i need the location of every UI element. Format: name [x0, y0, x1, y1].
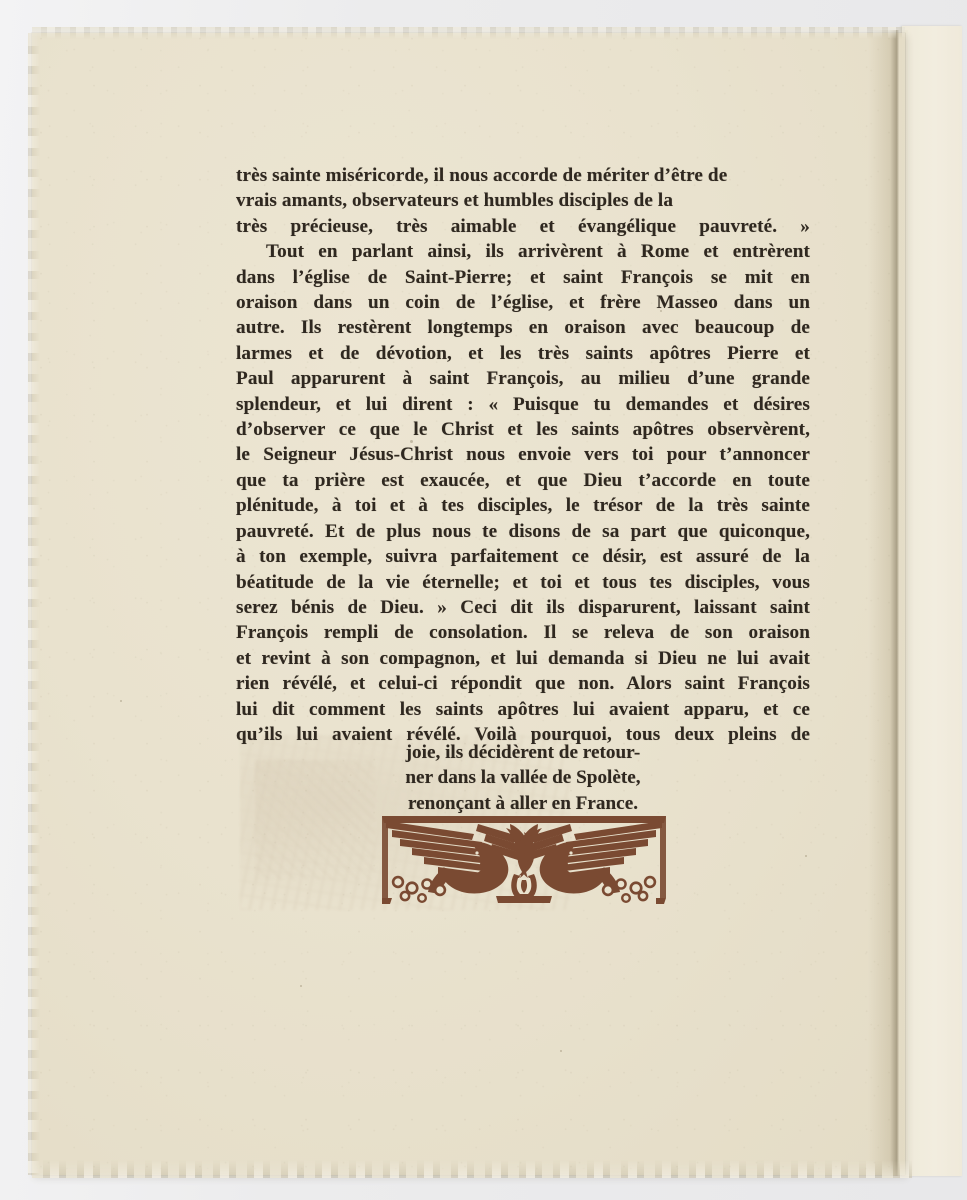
- text-line-content: renonçant à aller en France.: [407, 792, 639, 814]
- text-line-content: d’observer ce que le Christ et les saints apôtres observèrent,: [236, 419, 810, 441]
- text-line-content: François rempli de consolation. Il se releva de son oraison: [236, 622, 810, 644]
- woodcut-tailpiece-ornament: [378, 812, 670, 906]
- text-line-content: qu’ils lui avaient révélé. Voilà pourquoi, tous deux pleins de: [236, 723, 810, 745]
- text-line-content: vrais amants, observateurs et humbles disciples de la: [236, 190, 674, 212]
- text-line-content: ner dans la vallée de Spolète,: [405, 767, 641, 789]
- text-line-content: rien révélé, et celui-ci répondit que non. Alors saint François: [236, 673, 810, 695]
- page-gutter-fold: [868, 30, 908, 1176]
- text-line-content: lui dit comment les saints apôtres lui avaient apparu, et ce: [236, 698, 810, 720]
- text-line: [236, 265, 810, 290]
- text-line: [236, 188, 810, 213]
- text-line: [236, 315, 810, 340]
- text-line: [236, 697, 810, 722]
- text-line-content: le Seigneur Jésus-Christ nous envoie vers toi pour t’annoncer: [236, 444, 810, 466]
- text-line: [236, 570, 810, 595]
- text-line-content: autre. Ils restèrent longtemps en oraison avec beaucoup de: [236, 317, 810, 339]
- text-line: [236, 620, 810, 645]
- text-line-content: à ton exemple, suivra parfaitement ce désir, est assuré de la: [236, 546, 810, 568]
- text-line: [236, 595, 810, 620]
- text-line-content: splendeur, et lui dirent : « Puisque tu demandes et désires: [236, 393, 810, 415]
- text-line: [236, 341, 810, 366]
- text-line-content: Paul apparurent à saint François, au milieu d’une grande: [236, 368, 810, 390]
- closing-centered-block: [236, 740, 810, 816]
- text-line-content: serez bénis de Dieu. » Ceci dit ils disparurent, laissant saint: [236, 596, 810, 618]
- text-line: [236, 163, 810, 188]
- text-line: [236, 519, 810, 544]
- text-line-content: larmes et de dévotion, et les très saints apôtres Pierre et: [236, 342, 810, 364]
- text-line: [236, 417, 810, 442]
- paragraph-continuation: [236, 163, 810, 239]
- text-line: [236, 671, 810, 696]
- text-line-content: et revint à son compagnon, et lui demanda si Dieu ne lui avait: [236, 647, 810, 669]
- text-line: [236, 493, 810, 518]
- text-line: [236, 366, 810, 391]
- text-line-content: oraison dans un coin de l’église, et frère Masseo dans un: [236, 292, 810, 314]
- text-line-content: très sainte miséricorde, il nous accorde de mériter d’être de: [236, 165, 728, 186]
- text-line-content: plénitude, à toi et à tes disciples, le trésor de la très sainte: [236, 495, 810, 517]
- text-line-content: béatitude de la vie éternelle; et toi et tous tes disciples, vous: [236, 571, 810, 593]
- text-line: [236, 239, 810, 264]
- text-line: [236, 468, 810, 493]
- text-line-content: joie, ils décidèrent de retour-: [405, 742, 641, 763]
- text-line: [236, 392, 810, 417]
- text-line-content: que ta prière est exaucée, et que Dieu t’accorde en toute: [236, 469, 810, 491]
- text-line: [236, 214, 810, 239]
- text-block: [236, 163, 810, 747]
- text-line: [236, 290, 810, 315]
- text-line-content: pauvreté. Et de plus nous te disons de sa part que quiconque,: [236, 520, 810, 542]
- text-line: [236, 544, 810, 569]
- text-line-content: très précieuse, très aimable et évangélique pauvreté. »: [236, 215, 810, 237]
- text-line: [236, 442, 810, 467]
- text-line-content: Tout en parlant ainsi, ils arrivèrent à Rome et entrèrent: [266, 241, 810, 263]
- text-line-content: dans l’église de Saint-Pierre; et saint François se mit en: [236, 266, 810, 288]
- paragraph-main: [236, 239, 810, 747]
- facing-leaf: [902, 26, 962, 1176]
- text-line: [236, 646, 810, 671]
